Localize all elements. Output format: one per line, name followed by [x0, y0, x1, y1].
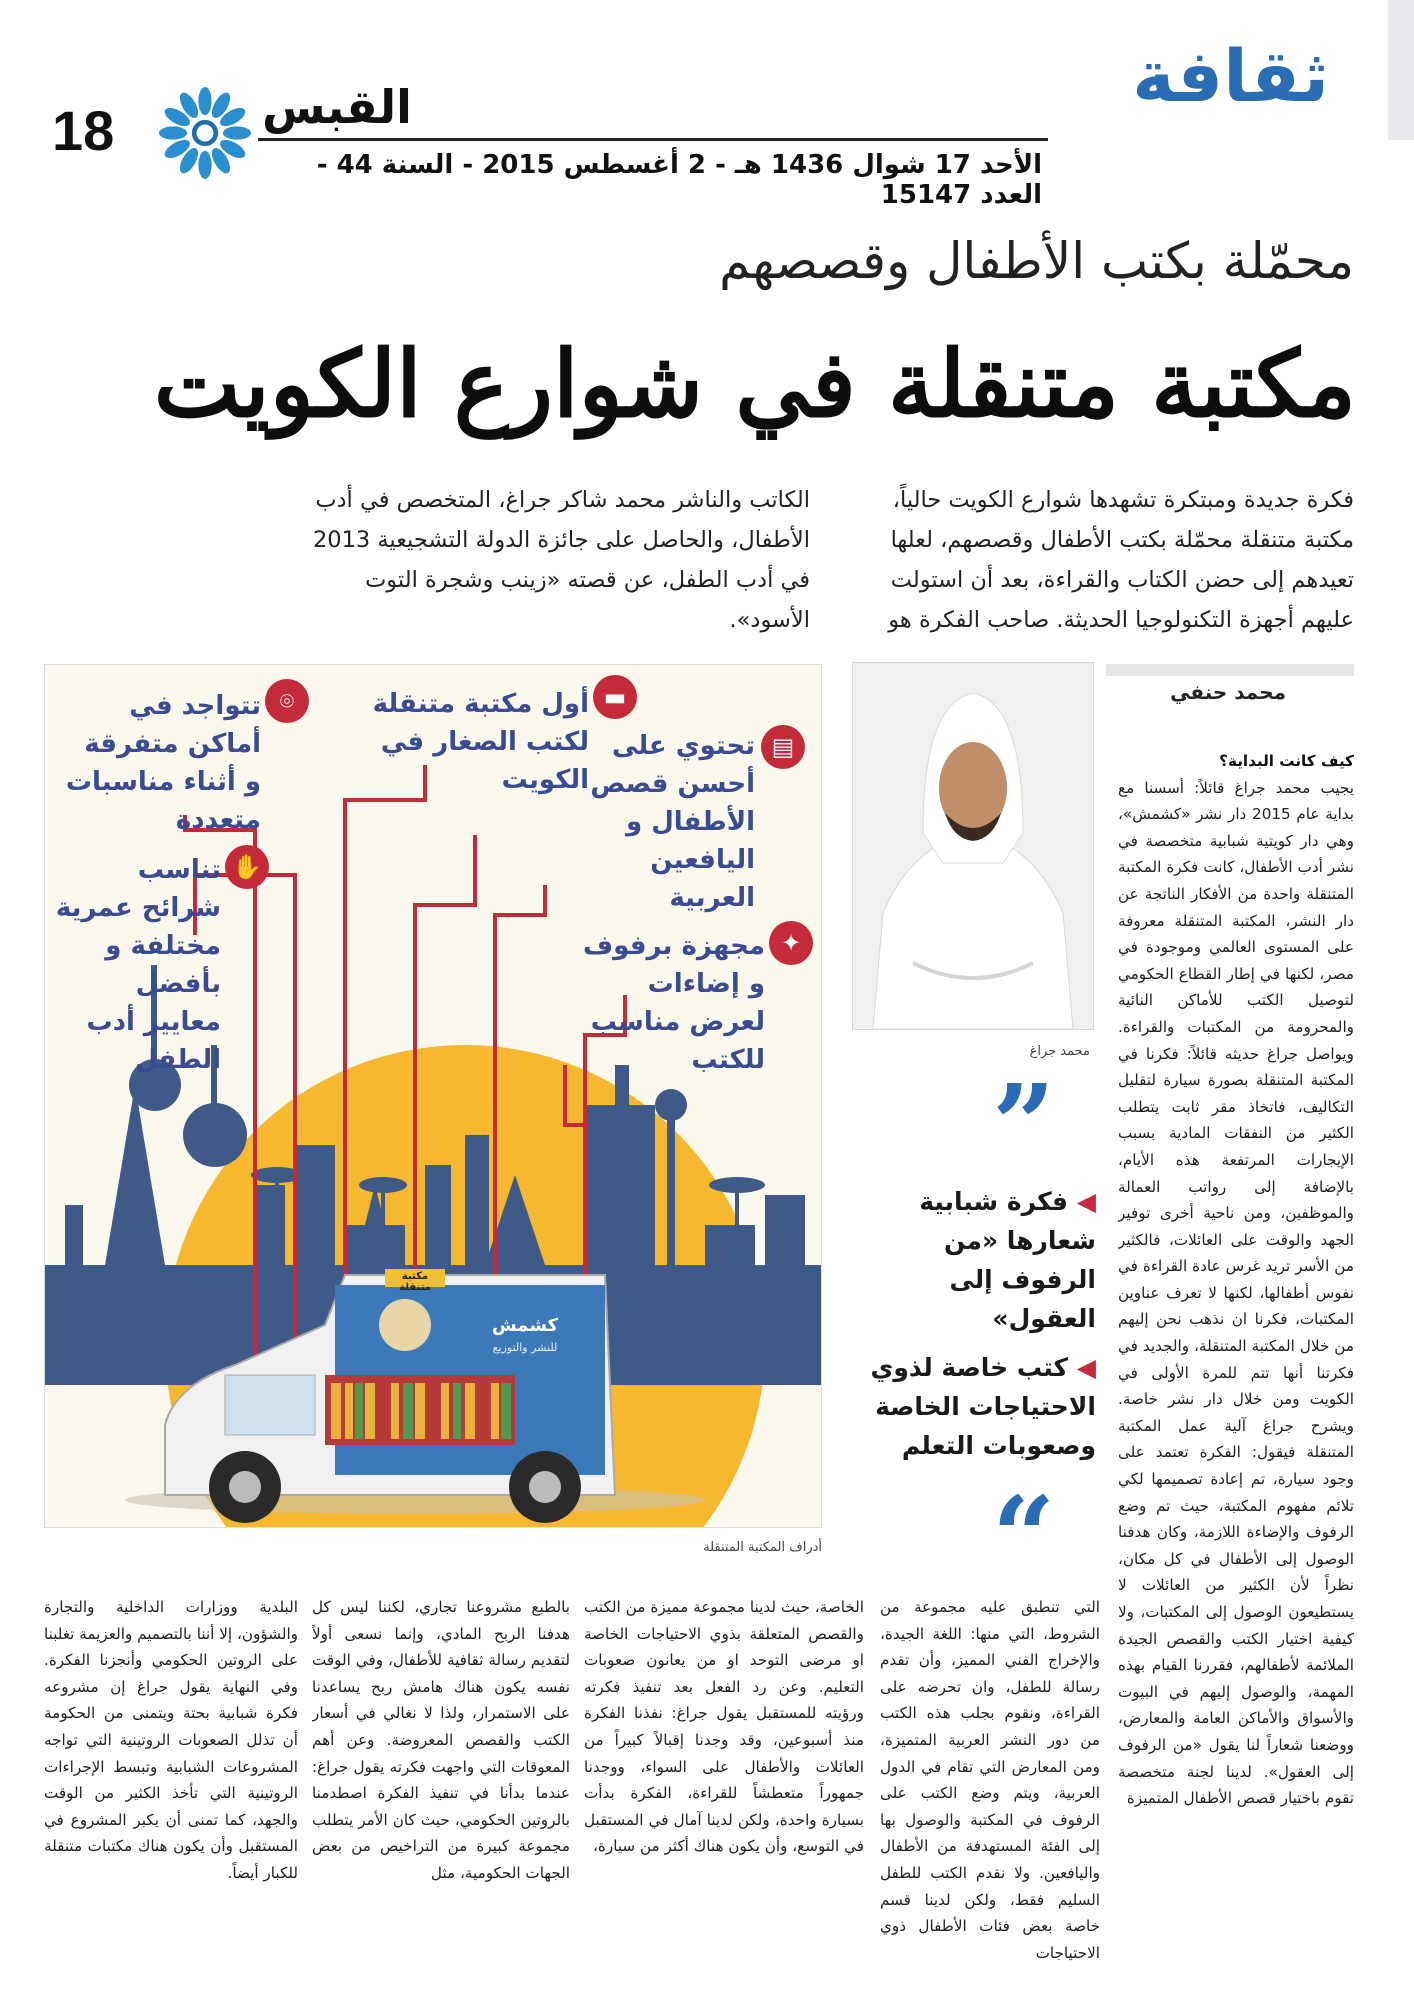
column-text: الخاصة، حيث لدينا مجموعة مميزة من الكتب والقصص المتعلقة بذوي الاحتياجات الخاصة او مرضى التوحد او من يعانون صعوبات التعليم. وعن رد الفعل بعد تنفيذ فكرته ورؤيته للمستقبل يقول جراغ: نفذنا الفكرة منذ أسبوعين، وقد وجدنا إقبالاً كبيراً من العائلات والأطفال على السواء، ووجدنا جمهوراً متعطشاً للقراءة، الفكرة بدأت بسيارة واحدة، ولكن لدينا آمال في المستقبل في التوسع، وأن يكون هناك أكثر من سيارة،: [584, 1598, 864, 1856]
bullet-icon: ◀: [1068, 1353, 1096, 1382]
infographic-caption: أدراف المكتبة المتنقلة: [703, 1540, 822, 1555]
light-bulb-icon: ✦: [769, 921, 813, 965]
mobile-library-infographic: [44, 664, 822, 1528]
lede-paragraph-right: فكرة جديدة ومبتكرة تشهدها شوارع الكويت حالياً، مكتبة متنقلة محمّلة بكتب الأطفال وقصصهم، لعلها تعيدهم إلى حضن الكتاب والقراءة، بعد أن استولت عليهم أجهزة التكنولوجيا الحديثة. صاحب الفكرة هو: [888, 487, 1354, 633]
pull-quote-text: فكرة شبابية شعارها «من الرفوف إلى العقول»: [919, 1187, 1096, 1333]
pull-quote-youth-idea: [856, 1182, 1096, 1338]
newspaper-logo-icon: [158, 86, 252, 180]
body-column-1: [1118, 748, 1354, 2000]
column-text: التي تنطبق عليه مجموعة من الشروط، التي منها: اللغة الجيدة، والإخراج الفني المميز، وأن تقدم رسالة للطفل، وان تحرضه على القراءة، ونقوم بجلب هذه الكتب من دور النشر العربية المتميزة، ومن المعارض التي تقام في الدول العربية، ويتم وضع الكتب على الرفوف في المكتبة والوصول بها إلى الفئة المستهدفة من الأطفال واليافعين. ولا نقدم الكتب للطفل السليم فقط، ولكن لدينا قسم خاصة بعض فئات الأطفال ذوي الاحتياجات: [880, 1598, 1100, 1962]
hand-icon: ✋: [225, 845, 269, 889]
closing-quote-icon: ”: [992, 1060, 1056, 1189]
section-title: ثقافة: [1132, 34, 1329, 118]
page-number: 18: [52, 99, 115, 162]
header-rule: [258, 138, 1048, 141]
van-roof-sign: مكتبة متنقلة: [399, 1271, 431, 1293]
column-text: بالطبع مشروعنا تجاري، لكننا ليس كل هدفنا الربح المادي، وإنما نسعى أولاً لتقديم رسالة ثقافية للأطفال، وفي الوقت نفسه يكون هناك هامش ربح يساعدنا على الاستمرار، ولذا لا نغالي في أسعار الكتب والقصص المعروضة. وعن أهم المعوقات التي واجهت فكرته يقول جراغ: عندما بدأنا في تنفيذ الفكرة اصطدمنا بالروتين الحكومي، حيث كان الأمر يتطلب مجموعة كبيرة من التراخيص من بعض الجهات الحكومية، مثل: [312, 1598, 570, 1882]
infographic-bullet-stories: تحتوي على أحسن قصص الأطفال و اليافعين العربية: [590, 731, 755, 913]
column-text: يجيب محمد جراغ قائلاً: أسسنا مع بداية عام 2015 دار نشر «كشمش»، وهي دار كويتية شبابية متخصصة في نشر أدب الأطفال، كانت فكرة المكتبة المتنقلة واحدة من الأفكار الناتجة عن دار النشر، المكتبة المتنقلة معروفة على المستوى العالمي وموجودة في مصر، لكنها في إطار القطاع الحكومي لتوصيل الكتب للأماكن النائية والمحرومة من المكتبات والقراءة. ويواصل جراغ حديثه قائلاً: فكرنا في المكتبة المتنقلة بصورة سيارة لتقليل التكاليف، فاتخاذ مقر ثابت يتطلب الكثير من النفقات المادية بسبب الإيجارات المرتفعة هذه الأيام، بالإضافة إلى رواتب العمالة والموظفين، ومن ناحية أخرى توفير الجهد والوقت على العائلات، فالكثير من الأسر تريد غرس عادة القراءة في نفوس أطفالها، لكنها لا تعرف عناوين المكتبات، فكرنا ان نذهب نحن إليهم من خلال المكتبة المتنقلة، والجديد في فكرتنا أنها تتم للمرة الأولى في الكويت ومن خلال دار نشر خاصة. ويشرح جراغ آلية عمل المكتبة المتنقلة فيقول: الفكرة تعتمد على وجود سيارة، تم إعادة تصميمها لكي تلائم مفهوم المكتبة، حيث تم وضع الرفوف والإضاءة اللازمة، وكان هدفنا الوصول إلى الأطفال في كل مكان، نظراً لأن الكثير من العائلات لا يستطيعون الوصول إلى المكتبات، ولا كيفية اختيار الكتب والقصص الجيدة الملائمة لأطفالهم، فقررنا القيام بهذه المهمة، والوصول إليهم في البيوت والأسواق والأماكن العامة والمعارض، ووضعنا شعاراً لنا يقول «من الرفوف إلى العقول». لدينا لجنة متخصصة تقوم باختيار قصص الأطفال المتميزة: [1118, 778, 1354, 1808]
opening-quote-icon: “: [992, 1472, 1056, 1601]
man-portrait-image: [853, 663, 1093, 1029]
bullet-icon: ◀: [1068, 1187, 1096, 1216]
infographic-bullet-first-library: أول مكتبة متنقلة لكتب الصغار في الكويت: [372, 689, 589, 795]
main-headline: مكتبة متنقلة في شوارع الكويت: [153, 330, 1356, 438]
body-column-2: [880, 1594, 1100, 1994]
dateline: الأحد 17 شوال 1436 هـ - 2 أغسطس 2015 - السنة 44 - العدد 15147: [316, 150, 1042, 210]
lede-paragraph-left: الكاتب والناشر محمد شاكر جراغ، المتخصص في أدب الأطفال، والحاصل على جائزة الدولة التشجيعية 2013 في أدب الطفل، عن قصته «زينب وشجرة التوت الأسود».: [312, 487, 810, 633]
van-tagline: للنشر والتوزيع: [492, 1341, 558, 1354]
body-column-3: [584, 1594, 864, 1994]
author-byline: محمد حنفي: [1170, 680, 1286, 704]
map-pin-icon: ⌾: [265, 679, 309, 723]
body-column-5: [44, 1594, 298, 1994]
van-brand-label: كشمش: [491, 1315, 559, 1336]
photo-caption: محمد جراغ: [1029, 1044, 1090, 1059]
kicker-headline: محمّلة بكتب الأطفال وقصصهم: [719, 232, 1354, 290]
author-bar: [1106, 664, 1354, 676]
newspaper-name: القبس: [262, 80, 412, 134]
pull-quote-special-needs: [856, 1348, 1096, 1465]
body-column-4: [312, 1594, 570, 1994]
page-edge-stripe: [1388, 0, 1414, 140]
car-icon: ▬: [593, 675, 637, 719]
column-text: البلدية ووزارات الداخلية والتجارة والشؤون، إلا أننا بالتصميم والعزيمة تغلبنا على الروتين الحكومي وأنجزنا الفكرة. وفي النهاية يقول جراغ إن مشروعه فكرة شبابية بحتة ويتمنى من الحكومة أن تذلل الصعوبات الروتينية التي تواجه المشروعات الشبابية وتبسط الإجراءات الروتينية التي تأخذ الكثير من الوقت والجهد، كما تمنى أن يكبر المشروع في المستقبل وأن يكون هناك مكتبات متنقلة للكبار أيضاً.: [44, 1598, 298, 1882]
pull-quote-text: كتب خاصة لذوي الاحتياجات الخاصة وصعوبات التعلم: [870, 1353, 1096, 1460]
question-subhead: كيف كانت البداية؟: [1219, 752, 1354, 770]
author-photo: [852, 662, 1094, 1030]
infographic-bullet-shelves-lighting: مجهزة برفوف و إضاءات لعرض مناسب للكتب: [582, 931, 765, 1075]
book-icon: ▤: [761, 725, 805, 769]
infographic-bullet-age-groups: تناسب شرائح عمرية مختلفة و بأفضل معايير أدب الطفل: [55, 855, 221, 1075]
infographic-bullet-locations: تتواجد في أماكن متفرقة و أثناء مناسبات متعددة: [65, 691, 261, 835]
